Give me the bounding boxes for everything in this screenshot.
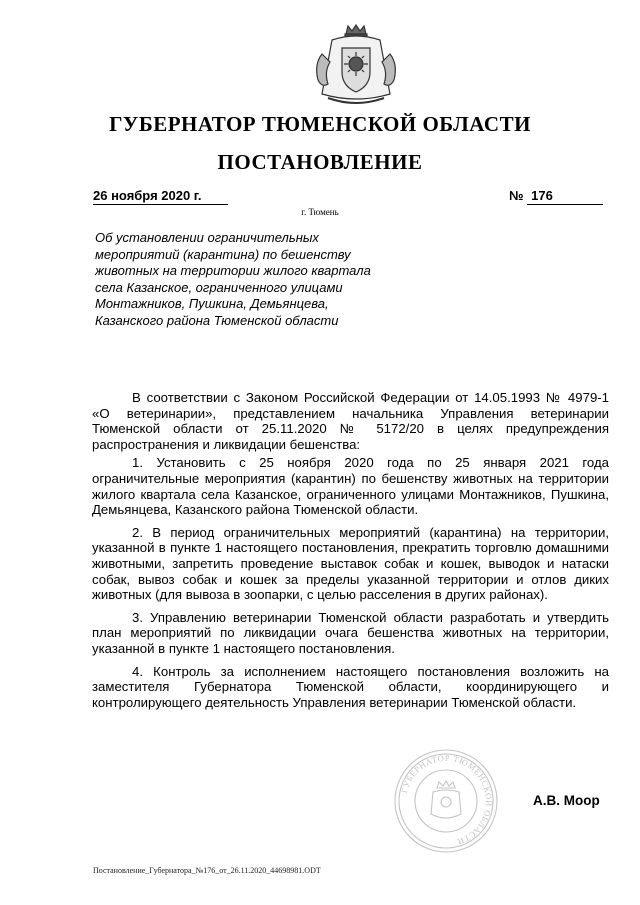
preamble-paragraph: В соответствии с Законом Российской Федерации от 14.05.1993 № 4979-1 «О ветеринарии», представлением начальника Управления ветеринарии Тюменской области от 25.11.2020 № 5172/20 в целях предупреждения распространения и ликвидации бешенства: [92,390,609,452]
file-name-footer: Постановление_Губернатора_№176_от_26.11.2020_44698981.ODT [93,866,321,875]
issue-city: г. Тюмень [301,207,339,217]
document-number-field [509,188,603,205]
resolution-item-2: 2. В период ограничительных мероприятий (карантина) на территории, указанной в пункте 1 настоящего постановления, прекратить торговлю домашними животными, запретить проведение выставок собак и кошек, выводок и натаски собак, вывоз собак и кошек за пределы указанной территории и отлов диких животных (для вывоза в зоопарки, с целью расселения в других районах). [92,524,609,603]
number-sign: № [509,188,524,203]
signatory-name: А.В. Моор [533,793,600,808]
svg-text:ГУБЕРНАТОР ТЮМЕНСКОЙ ОБЛАСТИ [399,753,494,847]
document-number: 176 [527,188,603,205]
resolution-item-4: 4. Контроль за исполнением настоящего постановления возложить на заместителя Губернатора Тюменской области, координирующего и контролирующего деятельность Управления ветеринарии Тюменской области. [92,663,609,710]
issuing-authority: ГУБЕРНАТОР ТЮМЕНСКОЙ ОБЛАСТИ [109,112,531,136]
document-type-title: ПОСТАНОВЛЕНИЕ [217,150,423,174]
resolution-item-1: 1. Установить с 25 ноября 2020 года по 25 января 2021 года ограничительные мероприятия (карантин) по бешенству животных на территории жилого квартала села Казанское, ограниченного улицами Монтажников, Пушкина, Демьянцева, Казанского района Тюменской области. [92,455,609,518]
resolution-item-3: 3. Управлению ветеринарии Тюменской области разработать и утвердить план мероприятий по ликвидации очага бешенства животных на территории, указанной в пункте 1 настоящего постановления. [92,609,609,656]
seal-text: ГУБЕРНАТОР ТЮМЕНСКОЙ ОБЛАСТИ [398,752,495,848]
document-subject: Об установлении ограничительных мероприятий (карантина) по бешенству животных на территории жилого квартала села Казанское, ограниченного улицами Монтажников, Пушкина, Демьянцева, Казанского района Тюменской области [95,230,371,328]
document-date: 26 ноября 2020 г. [93,188,228,205]
coat-of-arms-icon [308,24,404,108]
document-body [92,390,609,717]
official-seal-icon [393,748,499,854]
